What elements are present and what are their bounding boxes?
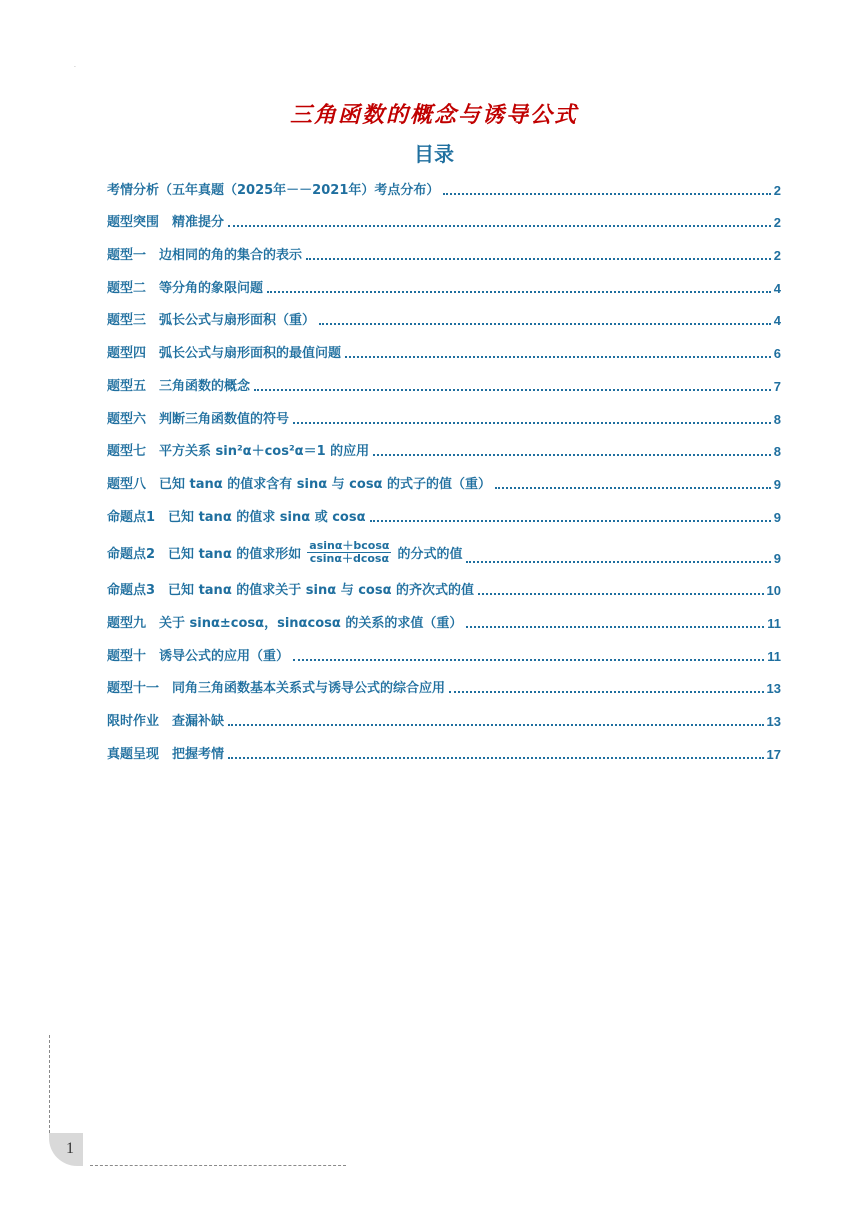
toc-entry-label: 题型十一 同角三角函数基本关系式与诱导公式的综合应用 (107, 681, 446, 697)
toc-leader (373, 454, 771, 456)
toc-entry-page: 4 (773, 313, 781, 329)
toc-leader (254, 389, 771, 391)
toc-entry-page: 2 (773, 248, 781, 264)
toc-entry-exam-analysis[interactable] (107, 171, 781, 204)
toc-entry-type-2[interactable] (107, 269, 781, 302)
toc-entry-page: 9 (773, 550, 781, 566)
table-of-contents (107, 171, 781, 768)
toc-entry-page: 9 (773, 509, 781, 525)
toc-entry-page: 13 (766, 681, 781, 697)
toc-entry-type-9[interactable] (107, 604, 781, 637)
toc-entry-point-3[interactable] (107, 572, 781, 605)
toc-entry-type-11[interactable] (107, 670, 781, 703)
toc-entry-page: 4 (773, 280, 781, 296)
toc-entry-label: 题型突围 精准提分 (107, 215, 225, 231)
page-mark: · (74, 64, 76, 71)
toc-entry-type-8[interactable] (107, 465, 781, 498)
footer-dashed-horizontal-line (90, 1165, 346, 1166)
toc-entry-label: 题型二 等分角的象限问题 (107, 280, 264, 296)
toc-leader (267, 291, 771, 293)
toc-leader (293, 659, 764, 661)
toc-entry-label: 题型十 诱导公式的应用（重） (107, 648, 290, 664)
toc-entry-type-4[interactable] (107, 334, 781, 367)
toc-entry-label: 题型三 弧长公式与扇形面积（重） (107, 313, 316, 329)
toc-entry-label-after: 的分式的值 (397, 547, 463, 563)
fraction-denominator: csinα＋dcosα (309, 552, 390, 566)
toc-entry-type-6[interactable] (107, 400, 781, 433)
toc-entry-label: 命题点3 已知 tanα 的值求关于 sinα 与 cosα 的齐次式的值 (107, 583, 475, 599)
toc-entry-page: 2 (773, 182, 781, 198)
toc-entry-label (107, 540, 462, 571)
toc-entry-label: 考情分析（五年真题（2025年－－2021年）考点分布） (107, 182, 440, 198)
toc-entry-page: 7 (773, 378, 781, 394)
toc-leader (449, 691, 764, 693)
document-title: 三角函数的概念与诱导公式 (289, 102, 578, 128)
toc-entry-page: 13 (766, 714, 781, 729)
toc-leader (466, 626, 764, 628)
toc-entry-label: 真题呈现 把握考情 (107, 746, 225, 762)
toc-entry-label: 题型四 弧长公式与扇形面积的最值问题 (107, 346, 342, 362)
toc-entry-label: 题型九 关于 sinα±cosα，sinαcosα 的关系的求值（重） (107, 615, 463, 631)
toc-entry-label: 命题点1 已知 tanα 的值求 sinα 或 cosα (107, 509, 366, 525)
toc-entry-page: 11 (767, 648, 781, 664)
toc-entry-label-before: 命题点2 已知 tanα 的值求形如 (107, 547, 302, 563)
toc-entry-label: 题型七 平方关系 sin²α＋cos²α＝1 的应用 (107, 444, 370, 460)
toc-entry-type-5[interactable] (107, 367, 781, 400)
toc-entry-page: 10 (766, 583, 781, 599)
fraction-numerator: asinα＋bcosα (309, 539, 390, 553)
toc-leader (495, 487, 771, 489)
page-number-tab (49, 1133, 83, 1166)
toc-entry-page: 8 (773, 411, 781, 427)
toc-entry-page: 6 (773, 346, 781, 362)
toc-entry-label: 题型八 已知 tanα 的值求含有 sinα 与 cosα 的式子的值（重） (107, 476, 492, 492)
toc-entry-point-1[interactable] (107, 498, 781, 531)
toc-entry-page: 8 (773, 444, 781, 460)
toc-entry-timed-work[interactable] (107, 702, 781, 735)
toc-entry-type-10[interactable] (107, 637, 781, 670)
toc-leader (443, 193, 770, 195)
toc-entry-page: 2 (773, 215, 781, 231)
toc-entry-page: 17 (766, 746, 781, 762)
toc-leader (228, 225, 771, 227)
toc-entry-point-2[interactable] (107, 531, 781, 572)
fraction-formula (307, 540, 391, 565)
toc-leader (466, 561, 770, 563)
toc-entry-page: 9 (773, 476, 781, 492)
toc-leader (228, 757, 764, 759)
toc-entry-type-3[interactable] (107, 302, 781, 335)
toc-leader (370, 520, 771, 522)
toc-entry-label: 题型六 判断三角函数值的符号 (107, 411, 290, 427)
toc-entry-breakthrough[interactable] (107, 204, 781, 237)
toc-leader (306, 258, 771, 260)
toc-leader (319, 323, 771, 325)
toc-leader (478, 593, 763, 595)
toc-entry-real-exams[interactable] (107, 735, 781, 768)
toc-entry-label: 题型五 三角函数的概念 (107, 378, 251, 394)
page-number: 1 (66, 1140, 74, 1157)
toc-entry-label: 限时作业 查漏补缺 (107, 714, 225, 729)
footer-dashed-vertical-line (49, 1035, 50, 1133)
toc-entry-page: 11 (767, 615, 781, 631)
toc-leader (345, 356, 771, 358)
toc-entry-label: 题型一 边相同的角的集合的表示 (107, 248, 303, 264)
toc-leader (293, 422, 771, 424)
toc-entry-type-7[interactable] (107, 433, 781, 466)
toc-heading: 目录 (414, 142, 454, 166)
toc-entry-type-1[interactable] (107, 236, 781, 269)
toc-leader (228, 724, 764, 726)
